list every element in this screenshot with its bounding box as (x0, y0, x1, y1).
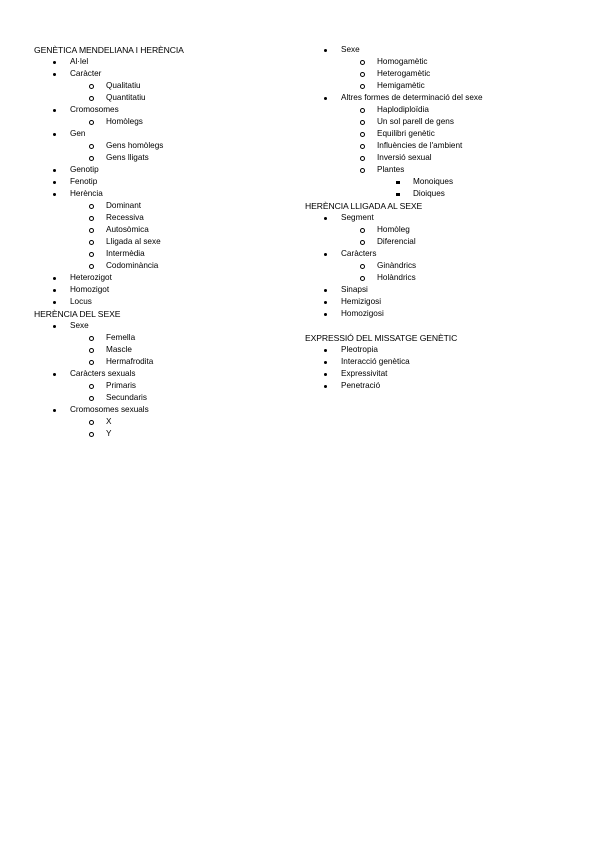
list-item: Y (34, 428, 294, 440)
list-item: Recessiva (34, 212, 294, 224)
left-column (34, 44, 294, 440)
list-item: Cromosomes Homòlegs (34, 104, 294, 128)
list-item: Heterozigot (34, 272, 294, 284)
list-item: Herència Dominant Recessiva Autosòmica Lligada al sexe Intermèdia Codominància (34, 188, 294, 272)
list-mendelian (34, 56, 294, 308)
list-item: Sexe Homogamètic Heterogamètic Hemigamètic (305, 44, 575, 92)
list-item: Haplodiploïdia (305, 104, 575, 116)
list-item: Dioiques (305, 188, 575, 200)
spacer (305, 320, 575, 332)
list-sex-inheritance (34, 320, 294, 440)
list-item: Sexe Femella Mascle Hermafrodita (34, 320, 294, 368)
list-item: Caràcters Ginàndrics Holàndrics (305, 248, 575, 284)
list-item: Gens lligats (34, 152, 294, 164)
section-title-mendelian: GENÈTICA MENDELIANA I HERÈNCIA (34, 45, 184, 55)
list-item: Pleotropia (305, 344, 575, 356)
list-item: Gen Gens homòlegs Gens lligats (34, 128, 294, 164)
list-item: Homogamètic (305, 56, 575, 68)
list-item: Fenotip (34, 176, 294, 188)
list-item: X (34, 416, 294, 428)
list-item: Sinapsi (305, 284, 575, 296)
list-item: Holàndrics (305, 272, 575, 284)
list-item: Inversió sexual (305, 152, 575, 164)
list-sex-determination (305, 44, 575, 200)
list-item: Monoiques (305, 176, 575, 188)
list-item: Homozigot (34, 284, 294, 296)
list-item: Lligada al sexe (34, 236, 294, 248)
list-item: Autosòmica (34, 224, 294, 236)
list-item: Codominància (34, 260, 294, 272)
list-item: Al·lel (34, 56, 294, 68)
list-item: Homozigosi (305, 308, 575, 320)
list-item: Secundaris (34, 392, 294, 404)
list-gene-expression (305, 344, 575, 392)
list-item: Hemigamètic (305, 80, 575, 92)
list-item: Genotip (34, 164, 294, 176)
list-sex-linked (305, 212, 575, 320)
right-column (305, 44, 575, 392)
list-item: Gens homòlegs (34, 140, 294, 152)
list-item: Penetració (305, 380, 575, 392)
list-item: Quantitatiu (34, 92, 294, 104)
list-item: Caràcter Qualitatiu Quantitatiu (34, 68, 294, 104)
list-item: Qualitatiu (34, 80, 294, 92)
section-title-gene-expression: EXPRESSIÓ DEL MISSATGE GENÈTIC (305, 333, 458, 343)
list-item: Femella (34, 332, 294, 344)
list-item: Homòleg (305, 224, 575, 236)
list-item: Mascle (34, 344, 294, 356)
section-title-sex-inheritance: HERÈNCIA DEL SEXE (34, 309, 121, 319)
section-title-sex-linked: HERÈNCIA LLIGADA AL SEXE (305, 201, 423, 211)
list-item: Expressivitat (305, 368, 575, 380)
list-item: Dominant (34, 200, 294, 212)
list-item: Influències de l'ambient (305, 140, 575, 152)
list-item: Plantes Monoiques Dioiques (305, 164, 575, 200)
list-item: Un sol parell de gens (305, 116, 575, 128)
list-item: Locus (34, 296, 294, 308)
list-item: Hemizigosi (305, 296, 575, 308)
list-item: Equilibri genètic (305, 128, 575, 140)
list-item: Diferencial (305, 236, 575, 248)
list-item: Heterogamètic (305, 68, 575, 80)
list-item: Caràcters sexuals Primaris Secundaris (34, 368, 294, 404)
list-item: Altres formes de determinació del sexe Haplodiploïdia Un sol parell de gens Equilibri genètic Influències de l'ambient Inversió sexual Plantes Monoiques Dioiques (305, 92, 575, 200)
list-item: Homòlegs (34, 116, 294, 128)
list-item: Intermèdia (34, 248, 294, 260)
list-item: Hermafrodita (34, 356, 294, 368)
list-item: Ginàndrics (305, 260, 575, 272)
list-item: Primaris (34, 380, 294, 392)
list-item: Segment Homòleg Diferencial (305, 212, 575, 248)
list-item: Cromosomes sexuals X Y (34, 404, 294, 440)
list-item: Interacció genètica (305, 356, 575, 368)
